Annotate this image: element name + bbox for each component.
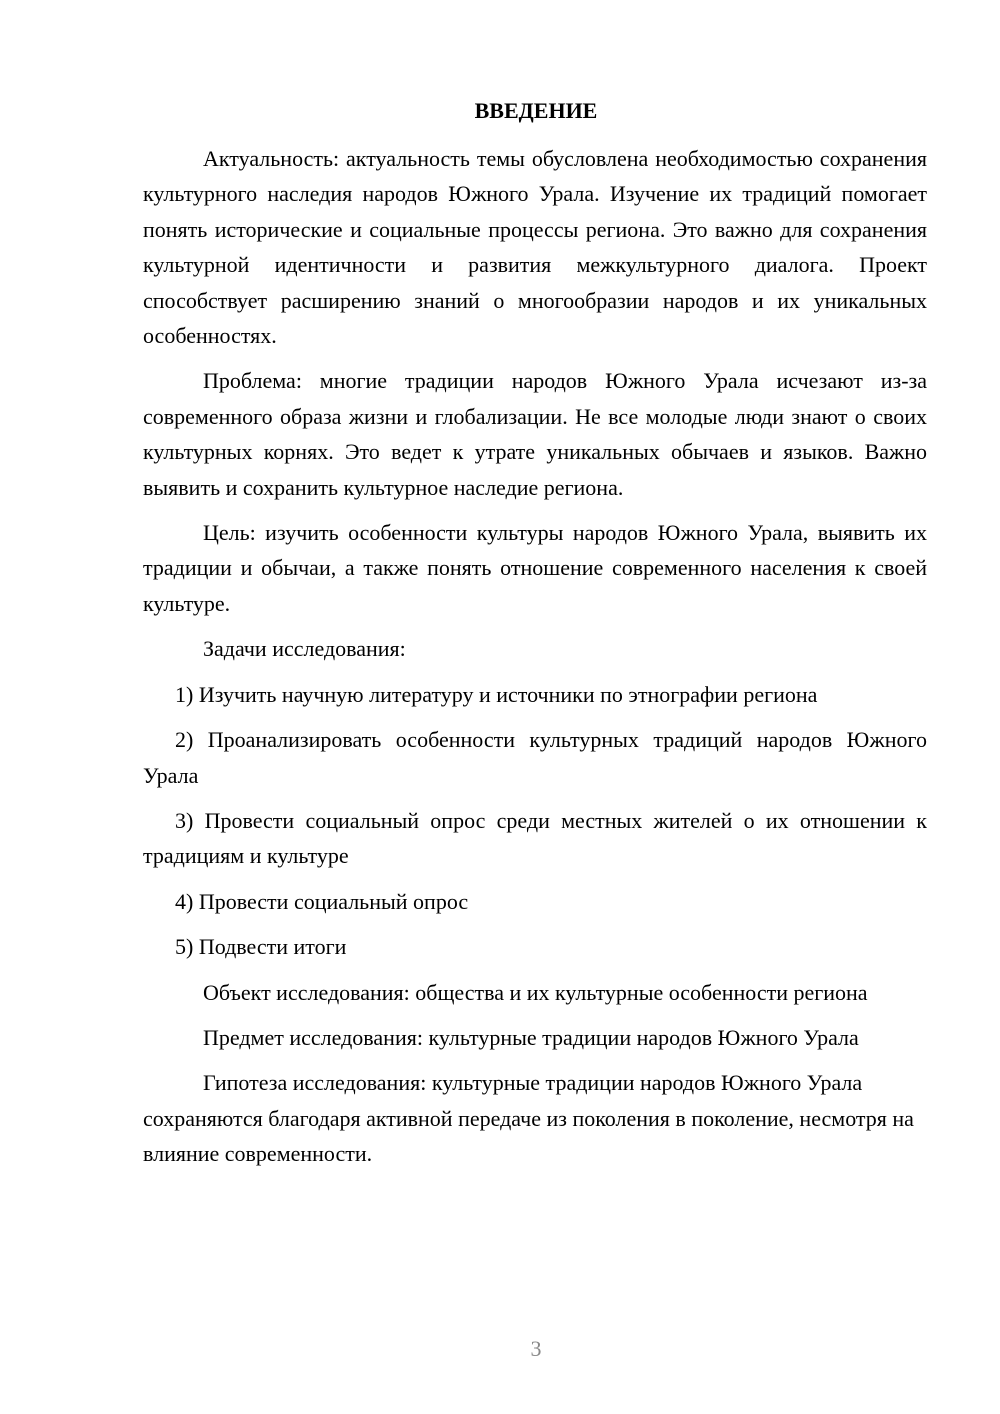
- paragraph-object: Объект исследования: общества и их культурные особенности региона: [203, 979, 868, 1005]
- document-body: [143, 141, 927, 1182]
- paragraph-relevance: Актуальность: актуальность темы обусловлена необходимостью сохранения культурного наследия народов Южного Урала. Изучение их традиций помогает понять исторические и социальные процессы региона. Это важно для сохранения культурной идентичности и развития межкультурного диалога. Проект способствует расширению знаний о многообразии народов и их уникальных особенностях.: [143, 146, 927, 349]
- page-number: 3: [530, 1336, 542, 1361]
- task-item-4: 4) Провести социальный опрос: [175, 888, 469, 914]
- task-item-2: 2) Проанализировать особенности культурных традиций народов Южного Урала: [143, 727, 927, 788]
- paragraph-hypothesis: Гипотеза исследования: культурные традиции народов Южного Урала сохраняются благодаря активной передаче из поколения в поколение, несмотря на влияние современности.: [143, 1070, 914, 1167]
- paragraph-problem: Проблема: многие традиции народов Южного Урала исчезают из-за современного образа жизни и глобализации. Не все молодые люди знают о своих культурных корнях. Это ведет к утрате уникальных обычаев и языков. Важно выявить и сохранить культурное наследие региона.: [143, 368, 927, 500]
- task-item-1: 1) Изучить научную литературу и источники по этнографии региона: [175, 681, 818, 707]
- paragraph-subject: Предмет исследования: культурные традиции народов Южного Урала: [203, 1024, 859, 1050]
- section-heading: ВВЕДЕНИЕ: [474, 98, 598, 123]
- tasks-title: Задачи исследования:: [203, 636, 406, 662]
- paragraph-goal: Цель: изучить особенности культуры народов Южного Урала, выявить их традиции и обычаи, а также понять отношение современного населения к своей культуре.: [143, 520, 927, 616]
- task-item-3: 3) Провести социальный опрос среди местных жителей о их отношении к традициям и культуре: [143, 807, 927, 869]
- task-item-5: 5) Подвести итоги: [175, 934, 347, 960]
